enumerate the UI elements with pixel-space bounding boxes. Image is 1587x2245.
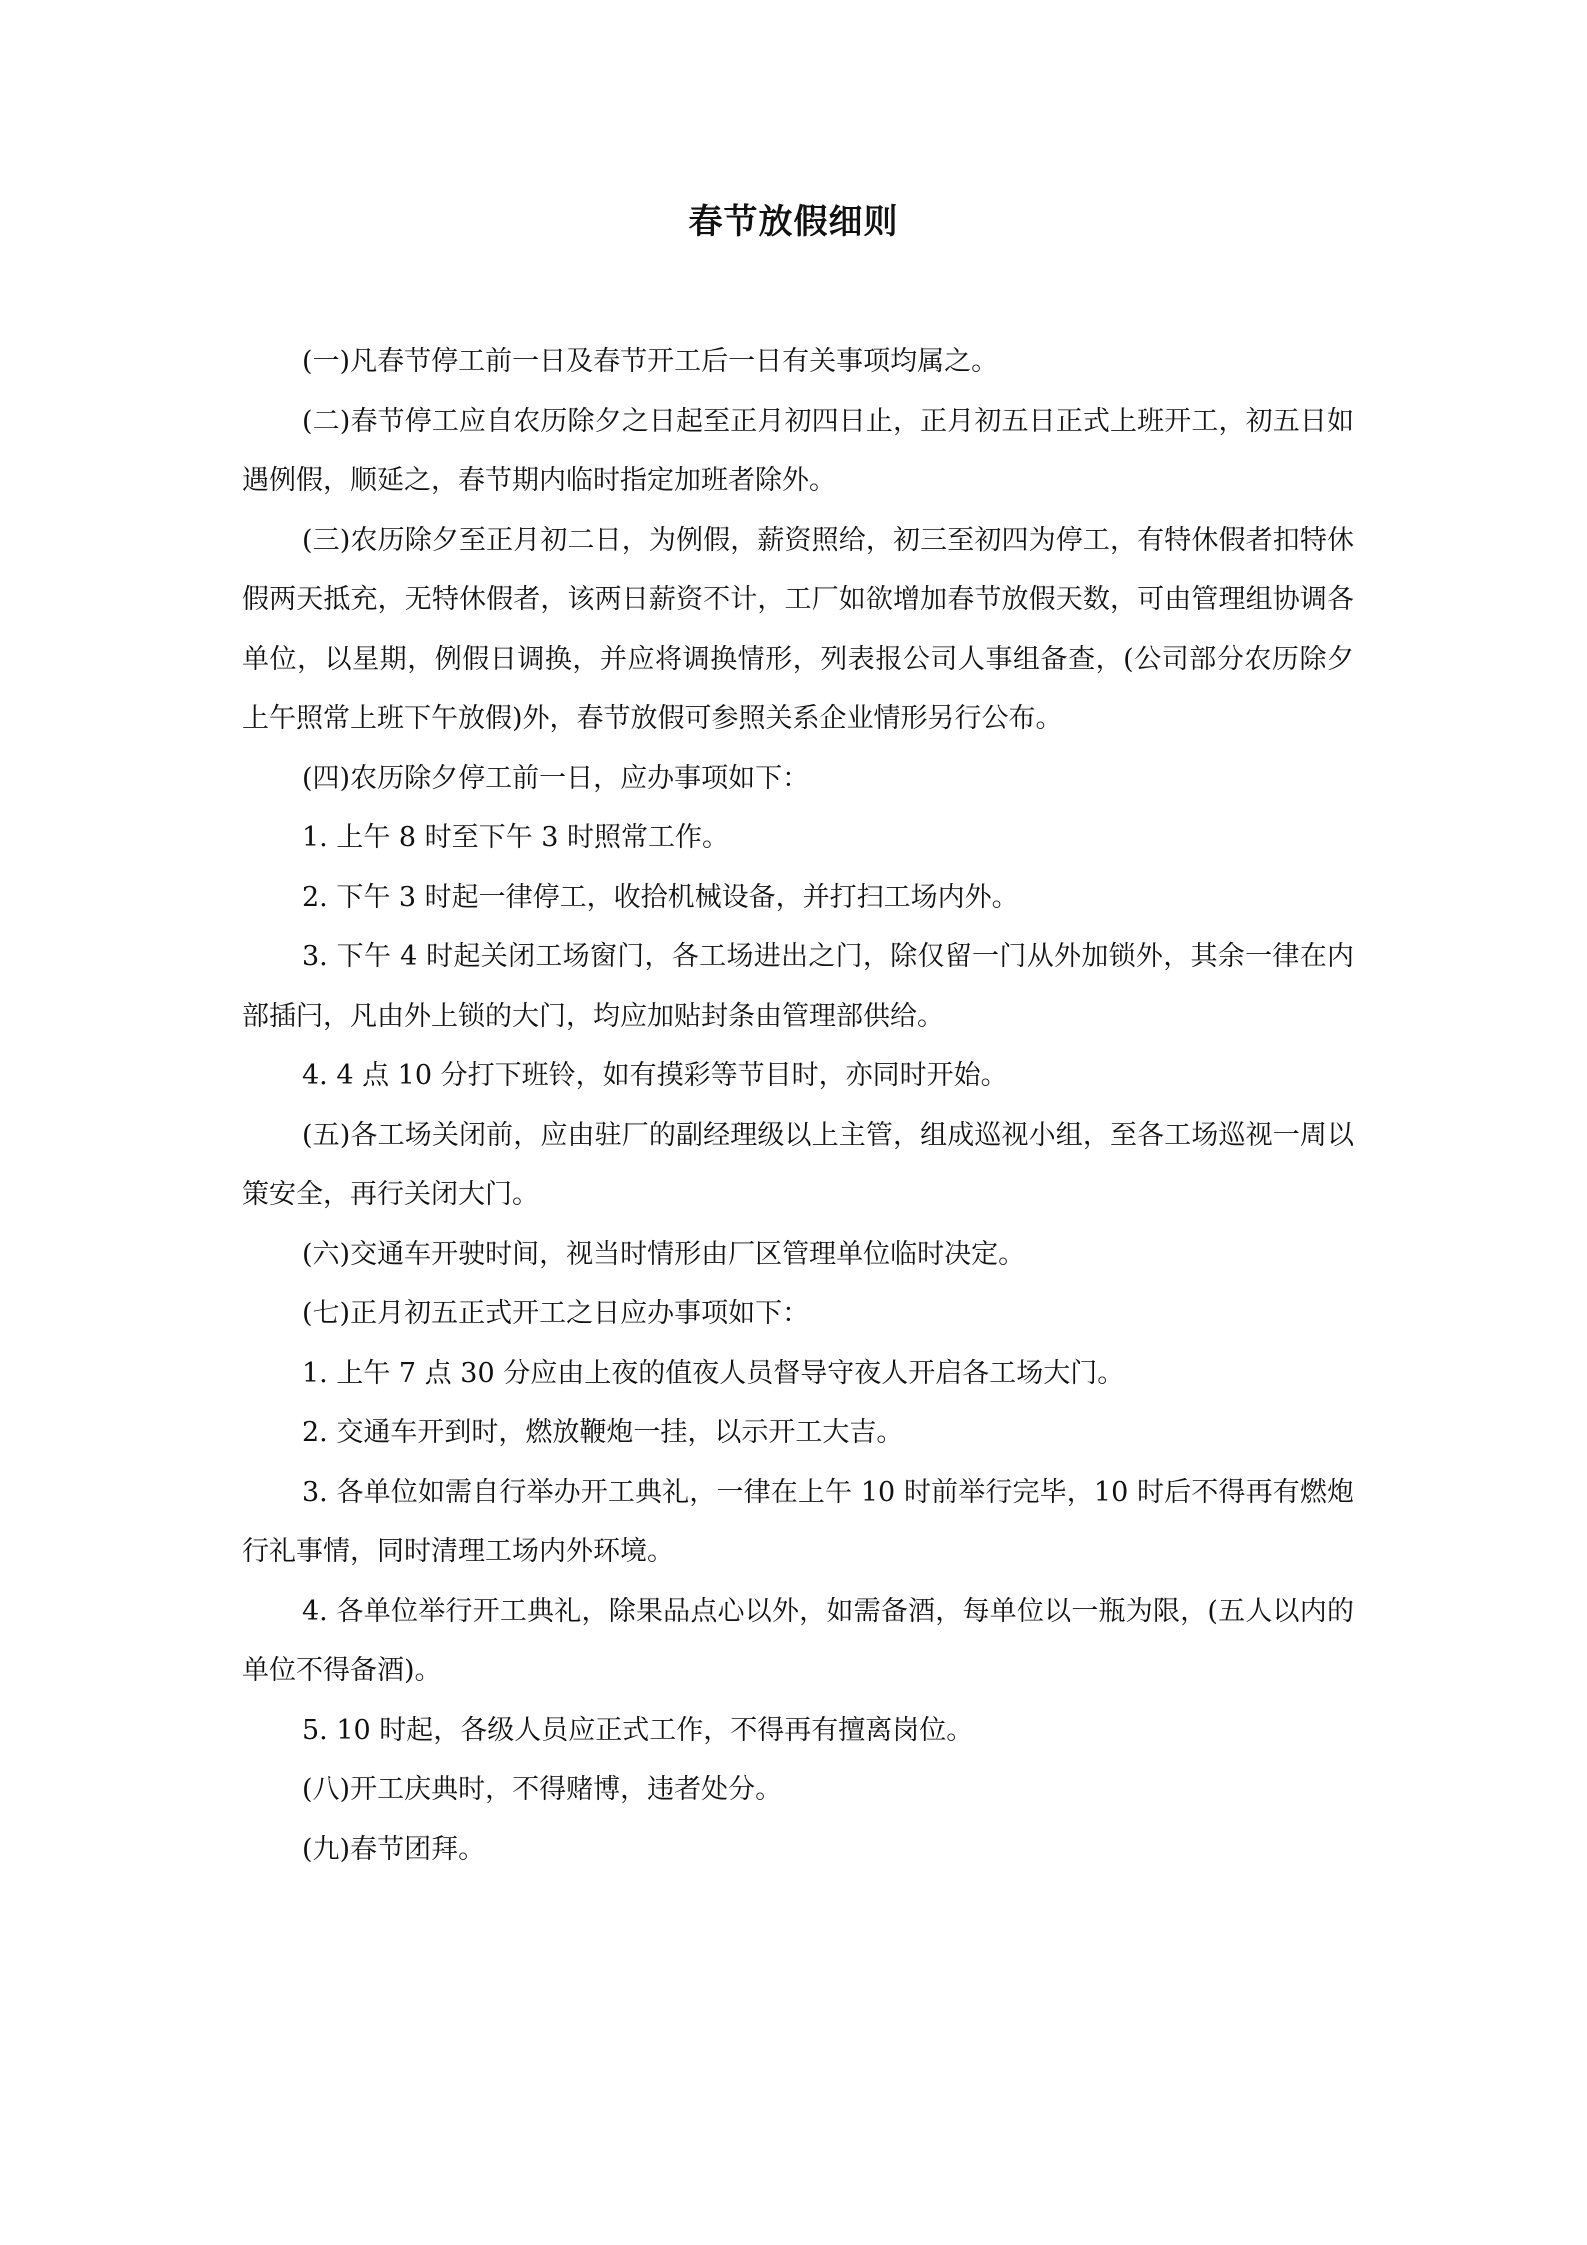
paragraph-7: (七)正月初五正式开工之日应办事项如下： [302, 1298, 810, 1329]
paragraph-4: (四)农历除夕停工前一日，应办事项如下： [302, 762, 810, 794]
paragraph-4-item-3: 3. 下午 4 时起关闭工场窗门，各工场进出之门，除仅留一门从外加锁外，其余一律在内部插闩，凡由外上锁的大门，均应加贴封条由管理部供给。 [242, 941, 1354, 1032]
paragraph-4-item-1: 1. 上午 8 时至下午 3 时照常工作。 [302, 822, 730, 853]
paragraph-1: (一)凡春节停工前一日及春节开工后一日有关事项均属之。 [302, 346, 999, 377]
paragraph-7-item-2: 2. 交通车开到时，燃放鞭炮一挂，以示开工大吉。 [302, 1417, 904, 1448]
paragraph-6: (六)交通车开驶时间，视当时情形由厂区管理单位临时决定。 [302, 1238, 1026, 1270]
paragraph-4-item-4: 4. 4 点 10 分打下班铃，如有摸彩等节目时，亦同时开始。 [302, 1060, 1008, 1091]
paragraph-9: (九)春节团拜。 [302, 1833, 486, 1865]
paragraph-8: (八)开工庆典时，不得赌博，违者处分。 [302, 1774, 783, 1805]
document-title: 春节放假细则 [688, 202, 899, 242]
paragraph-3: (三)农历除夕至正月初二日，为例假，薪资照给，初三至初四为停工，有特休假者扣特休假两天抵充，无特休假者，该两日薪资不计，工厂如欲增加春节放假天数，可由管理组协调各单位，以星期，例假日调换，并应将调换情形，列表报公司人事组备查，(公司部分农历除夕上午照常上班下午放假)外，春节放假可参照关系企业情形另行公布。 [242, 524, 1354, 734]
paragraph-7-item-4: 4. 各单位举行开工典礼，除果品点心以外，如需备酒，每单位以一瓶为限，(五人以内的单位不得备酒)。 [242, 1595, 1354, 1686]
paragraph-7-item-5: 5. 10 时起，各级人员应正式工作，不得再有擅离岗位。 [302, 1714, 974, 1746]
paragraph-4-item-2: 2. 下午 3 时起一律停工，收拾机械设备，并打扫工场内外。 [302, 881, 1019, 913]
paragraph-7-item-1: 1. 上午 7 点 30 分应由上夜的值夜人员督导守夜人开启各工场大门。 [302, 1357, 1125, 1389]
paragraph-7-item-3: 3. 各单位如需自行举办开工典礼，一律在上午 10 时前举行完毕，10 时后不得再有燃炮行礼事情，同时清理工场内外环境。 [242, 1476, 1354, 1567]
paragraph-5: (五)各工场关闭前，应由驻厂的副经理级以上主管，组成巡视小组，至各工场巡视一周以策安全，再行关闭大门。 [242, 1119, 1354, 1210]
document-body [242, 332, 1354, 1879]
paragraph-2: (二)春节停工应自农历除夕之日起至正月初四日止，正月初五日正式上班开工，初五日如遇例假，顺延之，春节期内临时指定加班者除外。 [242, 405, 1354, 496]
